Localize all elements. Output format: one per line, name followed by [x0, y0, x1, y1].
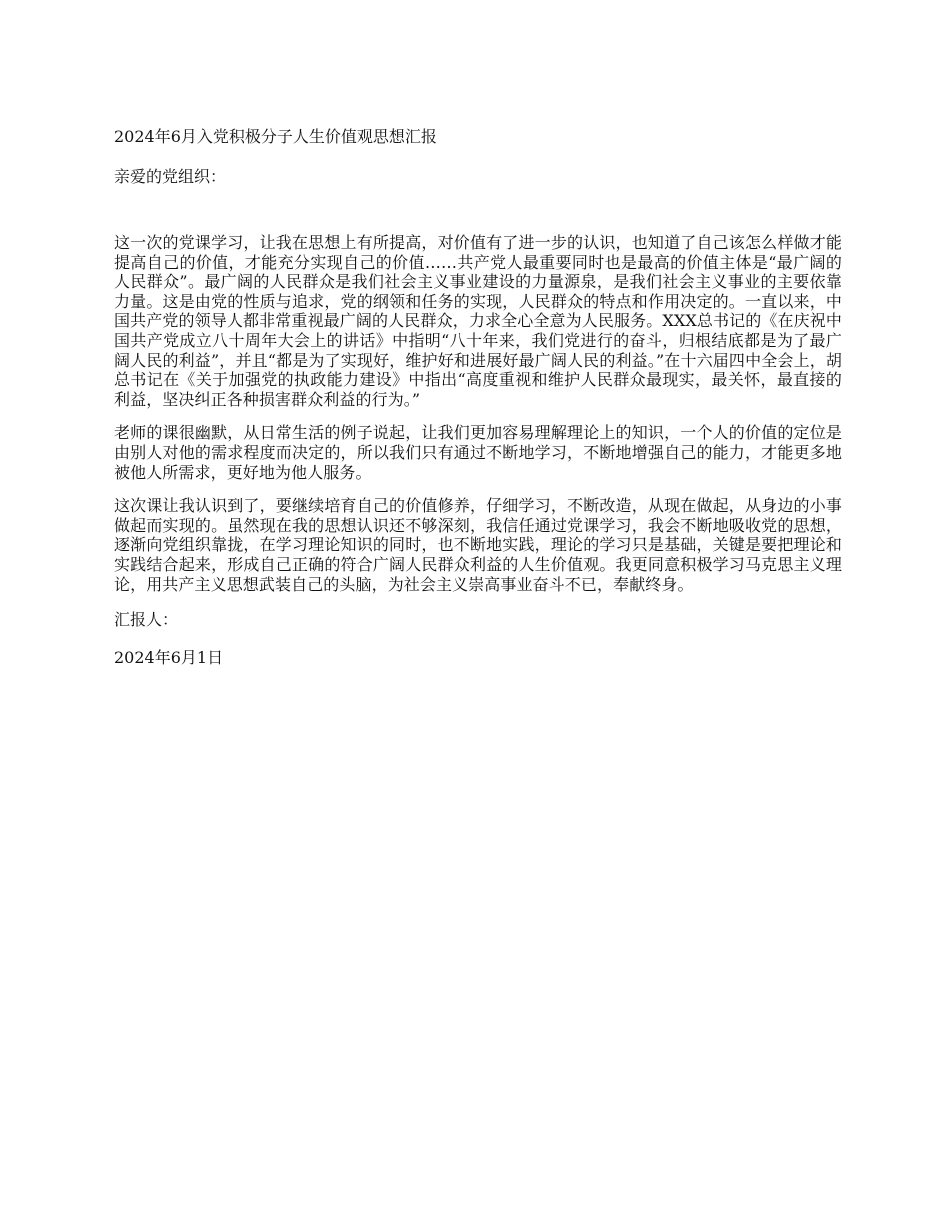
document-title: 2024年6月入党积极分子人生价值观思想汇报	[114, 127, 437, 146]
salutation: 亲爱的党组织：	[114, 167, 227, 186]
paragraph-1: 这一次的党课学习，让我在思想上有所提高，对价值有了进一步的认识，也知道了自己该怎么样做才能提高自己的价值，才能充分实现自己的价值……共产党人最重要同时也是最高的价值主体是“最广阔的人民群众”。最广阔的人民群众是我们社会主义事业建设的力量源泉，是我们社会主义事业的主要依靠力量。这是由党的性质与追求，党的纲领和任务的实现，人民群众的特点和作用决定的。一直以来，中国共产党的领导人都非常重视最广阔的人民群众，力求全心全意为人民服务。XXX总书记的《在庆祝中国共产党成立八十周年大会上的讲话》中指明“八十年来，我们党进行的奋斗，归根结底都是为了最广阔人民的利益”，并且“都是为了实现好，维护好和进展好最广阔人民的利益。”在十六届四中全会上，胡总书记在《关于加强党的执政能力建设》中指出“高度重视和维护人民群众最现实，最关怀，最直接的利益，坚决纠正各种损害群众利益的行为。”	[114, 233, 842, 409]
paragraph-3: 这次课让我认识到了，要继续培育自己的价值修养，仔细学习，不断改造，从现在做起，从身边的小事做起而实现的。虽然现在我的思想认识还不够深刻，我信任通过党课学习，我会不断地吸收党的思想，逐渐向党组织靠拢，在学习理论知识的同时，也不断地实践，理论的学习只是基础，关键是要把理论和实践结合起来，形成自己正确的符合广阔人民群众利益的人生价值观。我更同意积极学习马克思主义理论，用共产主义思想武装自己的头脑，为社会主义崇高事业奋斗不已，奉献终身。	[114, 496, 842, 594]
report-date: 2024年6月1日	[114, 648, 224, 668]
paragraph-2: 老师的课很幽默，从日常生活的例子说起，让我们更加容易理解理论上的知识，一个人的价值的定位是由别人对他的需求程度而决定的，所以我们只有通过不断地学习，不断地增强自己的能力，才能更多地被他人所需求，更好地为他人服务。	[114, 423, 842, 482]
document-page	[114, 125, 842, 670]
reporter-label: 汇报人：	[114, 610, 179, 630]
